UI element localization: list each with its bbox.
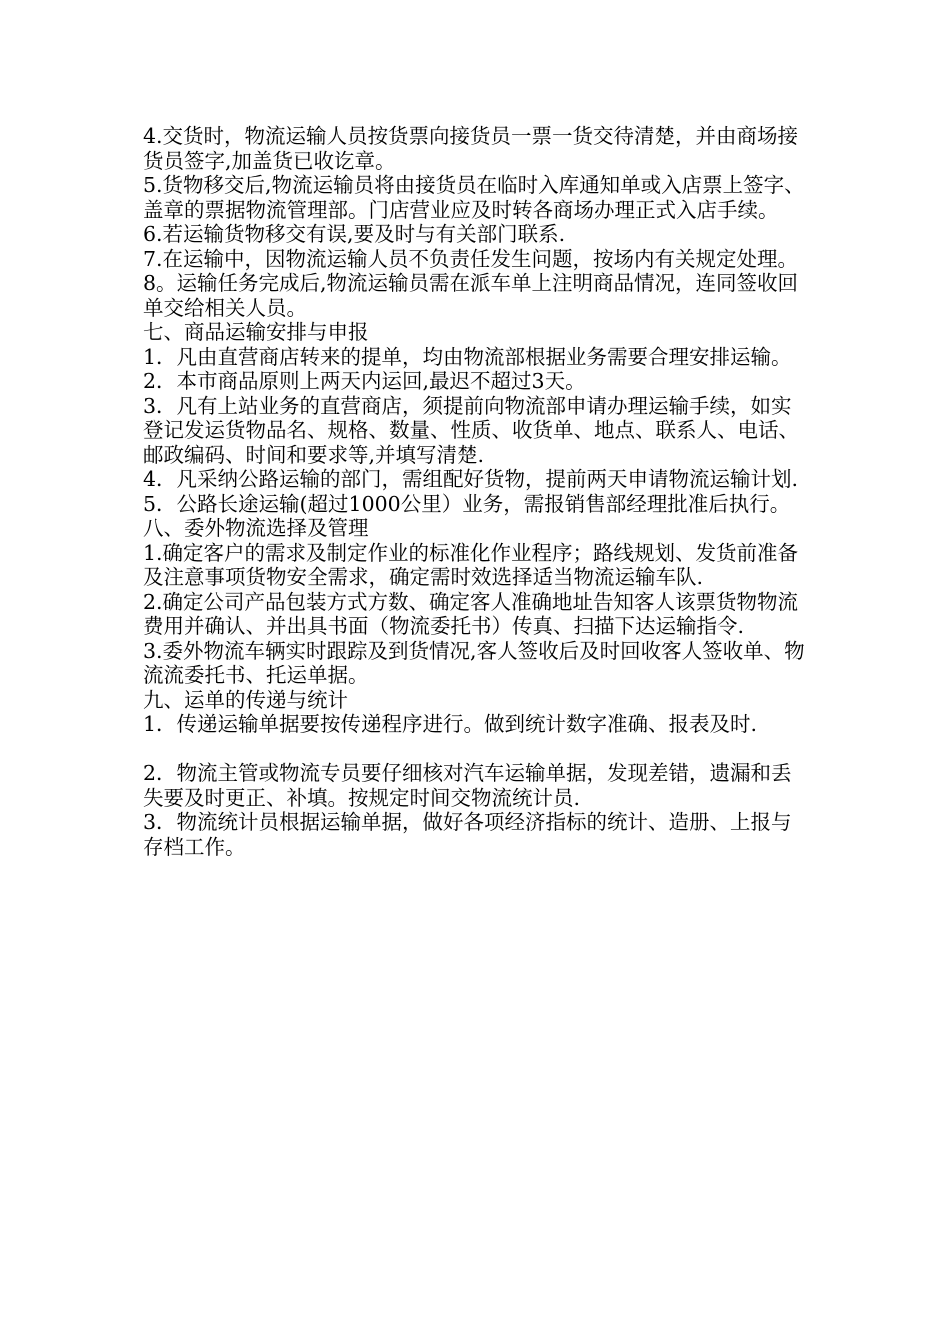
document-body [143, 124, 811, 859]
paragraph-transport-application: 3．凡有上站业务的直营商店，须提前向物流部申请办理运输手续，如实登记发运货物品名、规格、数量、性质、收货单、地点、联系人、电话、邮政编码、时间和要求等,并填写清楚. [143, 393, 799, 467]
paragraph-road-transport-plan: 4．凡采纳公路运输的部门，需组配好货物，提前两天申请物流运输计划. [143, 467, 799, 491]
paragraph-customer-requirements: 1.确定客户的需求及制定作业的标准化作业程序；路线规划、发货前准备及注意事项货物安全需求，确定需时效选择适当物流运输车队. [143, 540, 799, 589]
section-heading-7: 七、商品运输安排与申报 [143, 320, 369, 344]
paragraph-document-transfer: 1．传递运输单据要按传递程序进行。做到统计数字准确、报表及时. [143, 712, 758, 736]
paragraph-transfer-error: 6.若运输货物移交有误,要及时与有关部门联系. [143, 222, 566, 246]
paragraph-vehicle-tracking: 3.委外物流车辆实时跟踪及到货情况,客人签收后及时回收客人签收单、物流流委托书、托运单据。 [143, 638, 805, 687]
blank-line [143, 737, 811, 762]
paragraph-bill-arrangement: 1．凡由直营商店转来的提单，均由物流部根据业务需要合理安排运输。 [143, 344, 792, 369]
section-heading-9: 九、运单的传递与统计 [143, 687, 348, 712]
paragraph-local-return: 2．本市商品原则上两天内运回,最迟不超过3天。 [143, 369, 586, 393]
paragraph-packaging-instructions: 2.确定公司产品包装方式方数、确定客人准确地址告知客人该票货物物流费用并确认、并出具书面（物流委托书）传真、扫描下达运输指令. [143, 589, 799, 638]
section-heading-8: 八、委外物流选择及管理 [143, 516, 369, 540]
paragraph-statistics-archive: 3．物流统计员根据运输单据，做好各项经济指标的统计、造册、上报与存档工作。 [143, 810, 792, 859]
paragraph-document-check: 2．物流主管或物流专员要仔细核对汽车运输单据，发现差错，遗漏和丢失要及时更正、补填。按规定时间交物流统计员. [143, 761, 792, 810]
paragraph-goods-transfer: 5.货物移交后,物流运输员将由接货员在临时入库通知单或入店票上签字、盖章的票据物流管理部。门店营业应及时转各商场办理正式入店手续。 [143, 173, 805, 222]
paragraph-transport-liability: 7.在运输中，因物流运输人员不负责任发生问题，按场内有关规定处理。 [143, 246, 799, 271]
paragraph-delivery-handover: 4.交货时，物流运输人员按货票向接货员一票一货交待清楚，并由商场接货员签字,加盖货已收讫章。 [143, 124, 799, 173]
paragraph-task-completion: 8。运输任务完成后,物流运输员需在派车单上注明商品情况，连同签收回单交给相关人员。 [143, 271, 799, 320]
paragraph-long-distance-approval: 5．公路长途运输(超过1000公里）业务，需报销售部经理批准后执行。 [143, 491, 791, 516]
